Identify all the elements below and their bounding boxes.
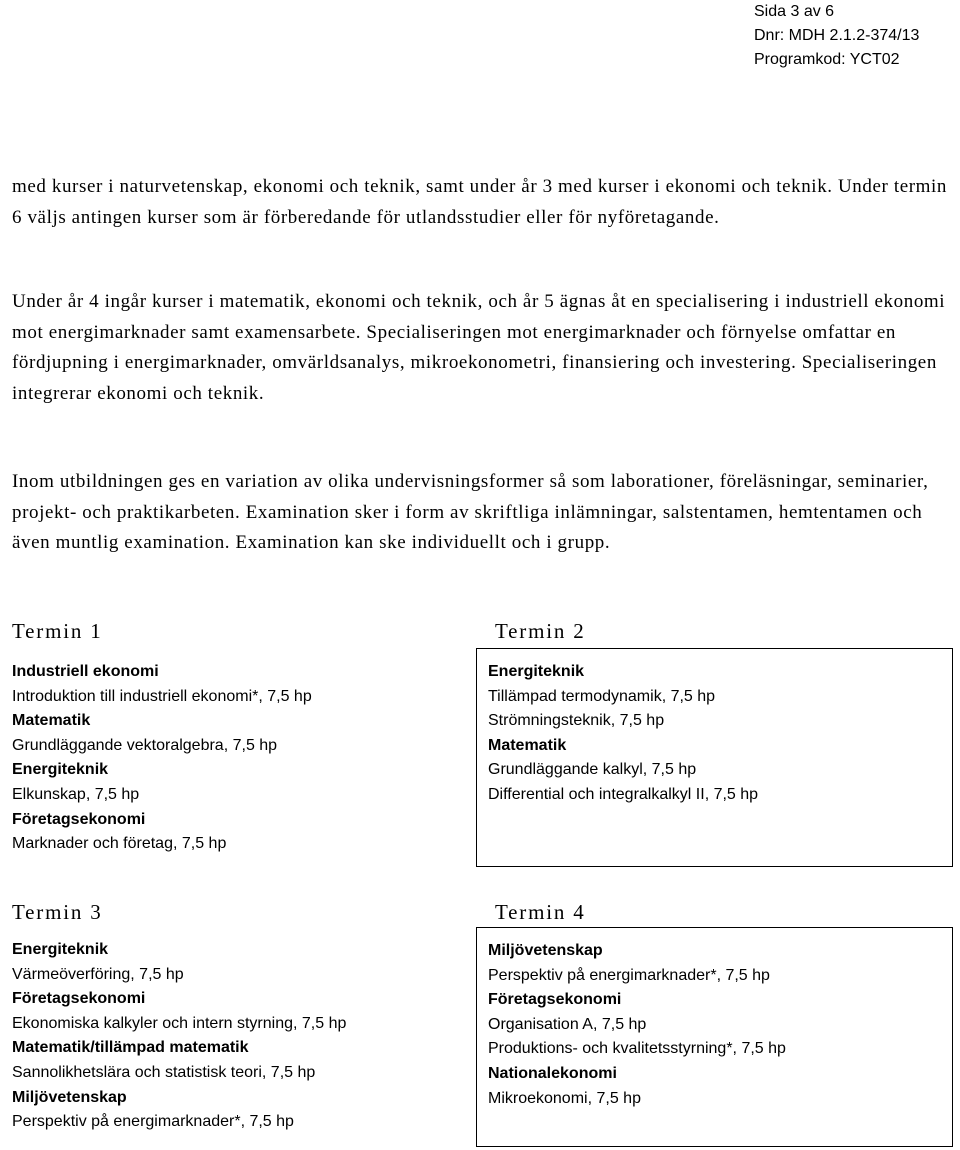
subject-label: Företagsekonomi <box>12 810 146 828</box>
term-2-course-list <box>476 648 953 867</box>
subject-label: Matematik <box>12 712 91 730</box>
term-3-course-list <box>12 938 472 1135</box>
course-item: Organisation A, 7,5 hp <box>488 1015 647 1033</box>
subject-label: Energiteknik <box>488 663 585 680</box>
term-1-heading: Termin 1 <box>12 619 103 643</box>
paragraph-examination: Inom utbildningen ges en variation av olika undervisningsformer så som laborationer, föreläsningar, seminarier, projekt- och praktikarbeten. Examination sker i form av skriftliga inlämningar, salstentamen, hemtentamen och även muntlig examination. Examination kan ske individuellt och i grupp. <box>12 471 929 553</box>
page-number: Sida 3 av 6 <box>754 3 835 20</box>
subject-label: Matematik/tillämpad matematik <box>12 1039 249 1057</box>
term-4-heading: Termin 4 <box>495 900 586 924</box>
subject-label: Miljövetenskap <box>12 1088 127 1106</box>
course-item: Perspektiv på energimarknader*, 7,5 hp <box>12 1113 294 1131</box>
course-item: Strömningsteknik, 7,5 hp <box>488 712 665 730</box>
course-item: Sannolikhetslära och statistisk teori, 7,5 hp <box>12 1063 316 1081</box>
term-1-course-list <box>12 660 472 857</box>
paragraph-specialisation: Under år 4 ingår kurser i matematik, ekonomi och teknik, och år 5 ägnas åt en specialisering i industriell ekonomi mot energimarknader samt examensarbete. Specialiseringen mot energimarknader och förnyelse omfattar en fördjupning i energimarknader, omvärldsanalys, mikroekonometri, finansiering och investering. Specialiseringen integrerar ekonomi och teknik. <box>12 291 946 404</box>
course-item: Tillämpad termodynamik, 7,5 hp <box>488 687 716 705</box>
subject-label: Nationalekonomi <box>488 1064 617 1082</box>
course-item: Grundläggande kalkyl, 7,5 hp <box>488 761 697 779</box>
course-item: Grundläggande vektoralgebra, 7,5 hp <box>12 736 278 754</box>
page-header <box>754 0 954 68</box>
subject-label: Företagsekonomi <box>488 991 622 1009</box>
course-item: Introduktion till industriell ekonomi*, 7,5 hp <box>12 687 312 705</box>
course-item: Ekonomiska kalkyler och intern styrning, 7,5 hp <box>12 1014 347 1032</box>
subject-label: Företagsekonomi <box>12 990 146 1008</box>
paragraph-program-overview: med kurser i naturvetenskap, ekonomi och teknik, samt under år 3 med kurser i ekonomi och teknik. Under termin 6 väljs antingen kurser som är förberedande för utlandsstudier eller för nyföretagande. <box>12 176 948 228</box>
course-item: Mikroekonomi, 7,5 hp <box>488 1089 641 1107</box>
subject-label: Matematik <box>488 736 567 754</box>
course-item: Elkunskap, 7,5 hp <box>12 785 140 803</box>
subject-label: Industriell ekonomi <box>12 663 159 680</box>
term-2-heading: Termin 2 <box>495 619 586 643</box>
subject-label: Miljövetenskap <box>488 942 603 959</box>
term-3-heading: Termin 3 <box>12 900 103 924</box>
course-item: Värmeöverföring, 7,5 hp <box>12 965 184 983</box>
subject-label: Energiteknik <box>12 761 109 779</box>
term-4-course-list <box>476 927 953 1147</box>
program-code: Programkod: YCT02 <box>754 51 900 68</box>
course-item: Differential och integralkalkyl II, 7,5 hp <box>488 785 759 803</box>
course-item: Marknader och företag, 7,5 hp <box>12 835 227 853</box>
course-item: Perspektiv på energimarknader*, 7,5 hp <box>488 966 770 984</box>
document-number: Dnr: MDH 2.1.2-374/13 <box>754 27 920 44</box>
course-item: Produktions- och kvalitetsstyrning*, 7,5 hp <box>488 1040 786 1058</box>
subject-label: Energiteknik <box>12 941 109 958</box>
